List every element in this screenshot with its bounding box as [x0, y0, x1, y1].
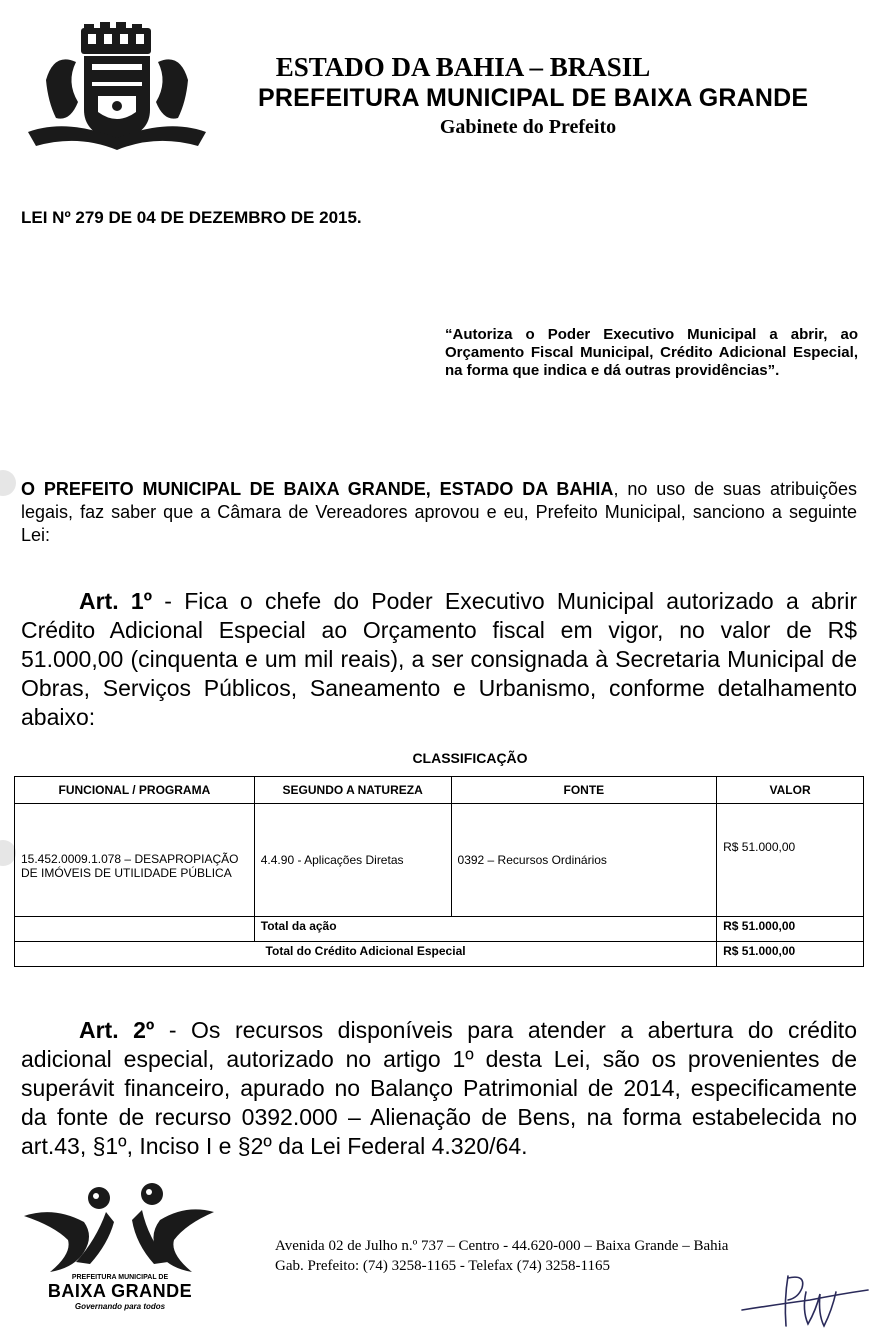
article-2-label: Art. 2º: [79, 1017, 155, 1043]
cell-natureza: 4.4.90 - Aplicações Diretas: [254, 804, 451, 917]
logo-name: BAIXA GRANDE: [47, 1281, 193, 1301]
header-natureza: SEGUNDO A NATUREZA: [254, 777, 451, 804]
footer-address-block: [275, 1236, 728, 1276]
preamble-text: , no uso de suas atribuições legais, faz saber que a Câmara de Vereadores aprovou e eu, Prefeito Municipal, sanciono a seguinte Lei:: [21, 479, 857, 545]
header-prefeitura: PREFEITURA MUNICIPAL DE BAIXA GRANDE: [258, 84, 809, 112]
header-fonte: FONTE: [451, 777, 717, 804]
header-valor: VALOR: [717, 777, 864, 804]
table-caption: CLASSIFICAÇÃO: [412, 750, 528, 766]
logo-small-text: PREFEITURA MUNICIPAL DE: [71, 1274, 169, 1281]
footer-phones: Gab. Prefeito: (74) 3258-1165 - Telefax (74) 3258-1165: [275, 1258, 610, 1274]
cell-funcional: 15.452.0009.1.078 – DESAPROPIAÇÃO DE IMÓVEIS DE UTILIDADE PÚBLICA: [15, 804, 255, 917]
article-2: [21, 1016, 857, 1161]
total-acao-value: R$ 51.000,00: [717, 917, 864, 942]
preamble-paragraph: [21, 478, 857, 547]
header-gabinete: Gabinete do Prefeito: [439, 116, 617, 138]
header-state: ESTADO DA BAHIA – BRASIL: [275, 52, 651, 82]
footer-address: Avenida 02 de Julho n.º 737 – Centro - 44.620-000 – Baixa Grande – Bahia: [275, 1238, 729, 1254]
footer-logo: [14, 1182, 226, 1316]
cell-valor: R$ 51.000,00: [717, 804, 864, 917]
table-header-row: [15, 777, 864, 804]
figures-logo-icon: [14, 1182, 226, 1276]
article-1: [21, 587, 857, 732]
total-acao-label: Total da ação: [254, 917, 716, 942]
cell-fonte: 0392 – Recursos Ordinários: [451, 804, 717, 917]
table-row: [15, 804, 864, 917]
total-credito-value: R$ 51.000,00: [717, 942, 864, 967]
total-credito-label: Total do Crédito Adicional Especial: [15, 942, 717, 967]
header-funcional: FUNCIONAL / PROGRAMA: [15, 777, 255, 804]
article-1-text: - Fica o chefe do Poder Executivo Municipal autorizado a abrir Crédito Adicional Especial ao Orçamento fiscal em vigor, no valor de R$ 51.000,00 (cinquenta e um mil reais), a ser consignada à Secretaria Municipal de Obras, Serviços Públicos, Saneamento e Urbanismo, conforme detalhamento abaixo:: [21, 588, 857, 730]
article-1-label: Art. 1º: [79, 588, 153, 614]
punch-hole-top: [0, 470, 16, 496]
total-credito-row: [15, 942, 864, 967]
signature-icon: [740, 1270, 870, 1330]
ementa: “Autoriza o Poder Executivo Municipal a abrir, ao Orçamento Fiscal Municipal, Crédito Adicional Especial, na forma que indica e dá outras providências”.: [445, 326, 858, 379]
total-acao-row: [15, 917, 864, 942]
law-title: LEI Nº 279 DE 04 DE DEZEMBRO DE 2015.: [21, 208, 362, 227]
logo-slogan: Governando para todos: [74, 1302, 166, 1311]
classification-table: [14, 776, 864, 967]
article-2-text: - Os recursos disponíveis para atender a abertura do crédito adicional especial, autorizado no artigo 1º desta Lei, são os provenientes de superávit financeiro, apurado no Balanço Patrimonial de 2014, especificamente da fonte de recurso 0392.000 – Alienação de Bens, na forma estabelecida no art.43, §1º, Inciso I e §2º da Lei Federal 4.320/64.: [21, 1017, 857, 1159]
preamble-bold: O PREFEITO MUNICIPAL DE BAIXA GRANDE, ESTADO DA BAHIA: [21, 479, 614, 499]
